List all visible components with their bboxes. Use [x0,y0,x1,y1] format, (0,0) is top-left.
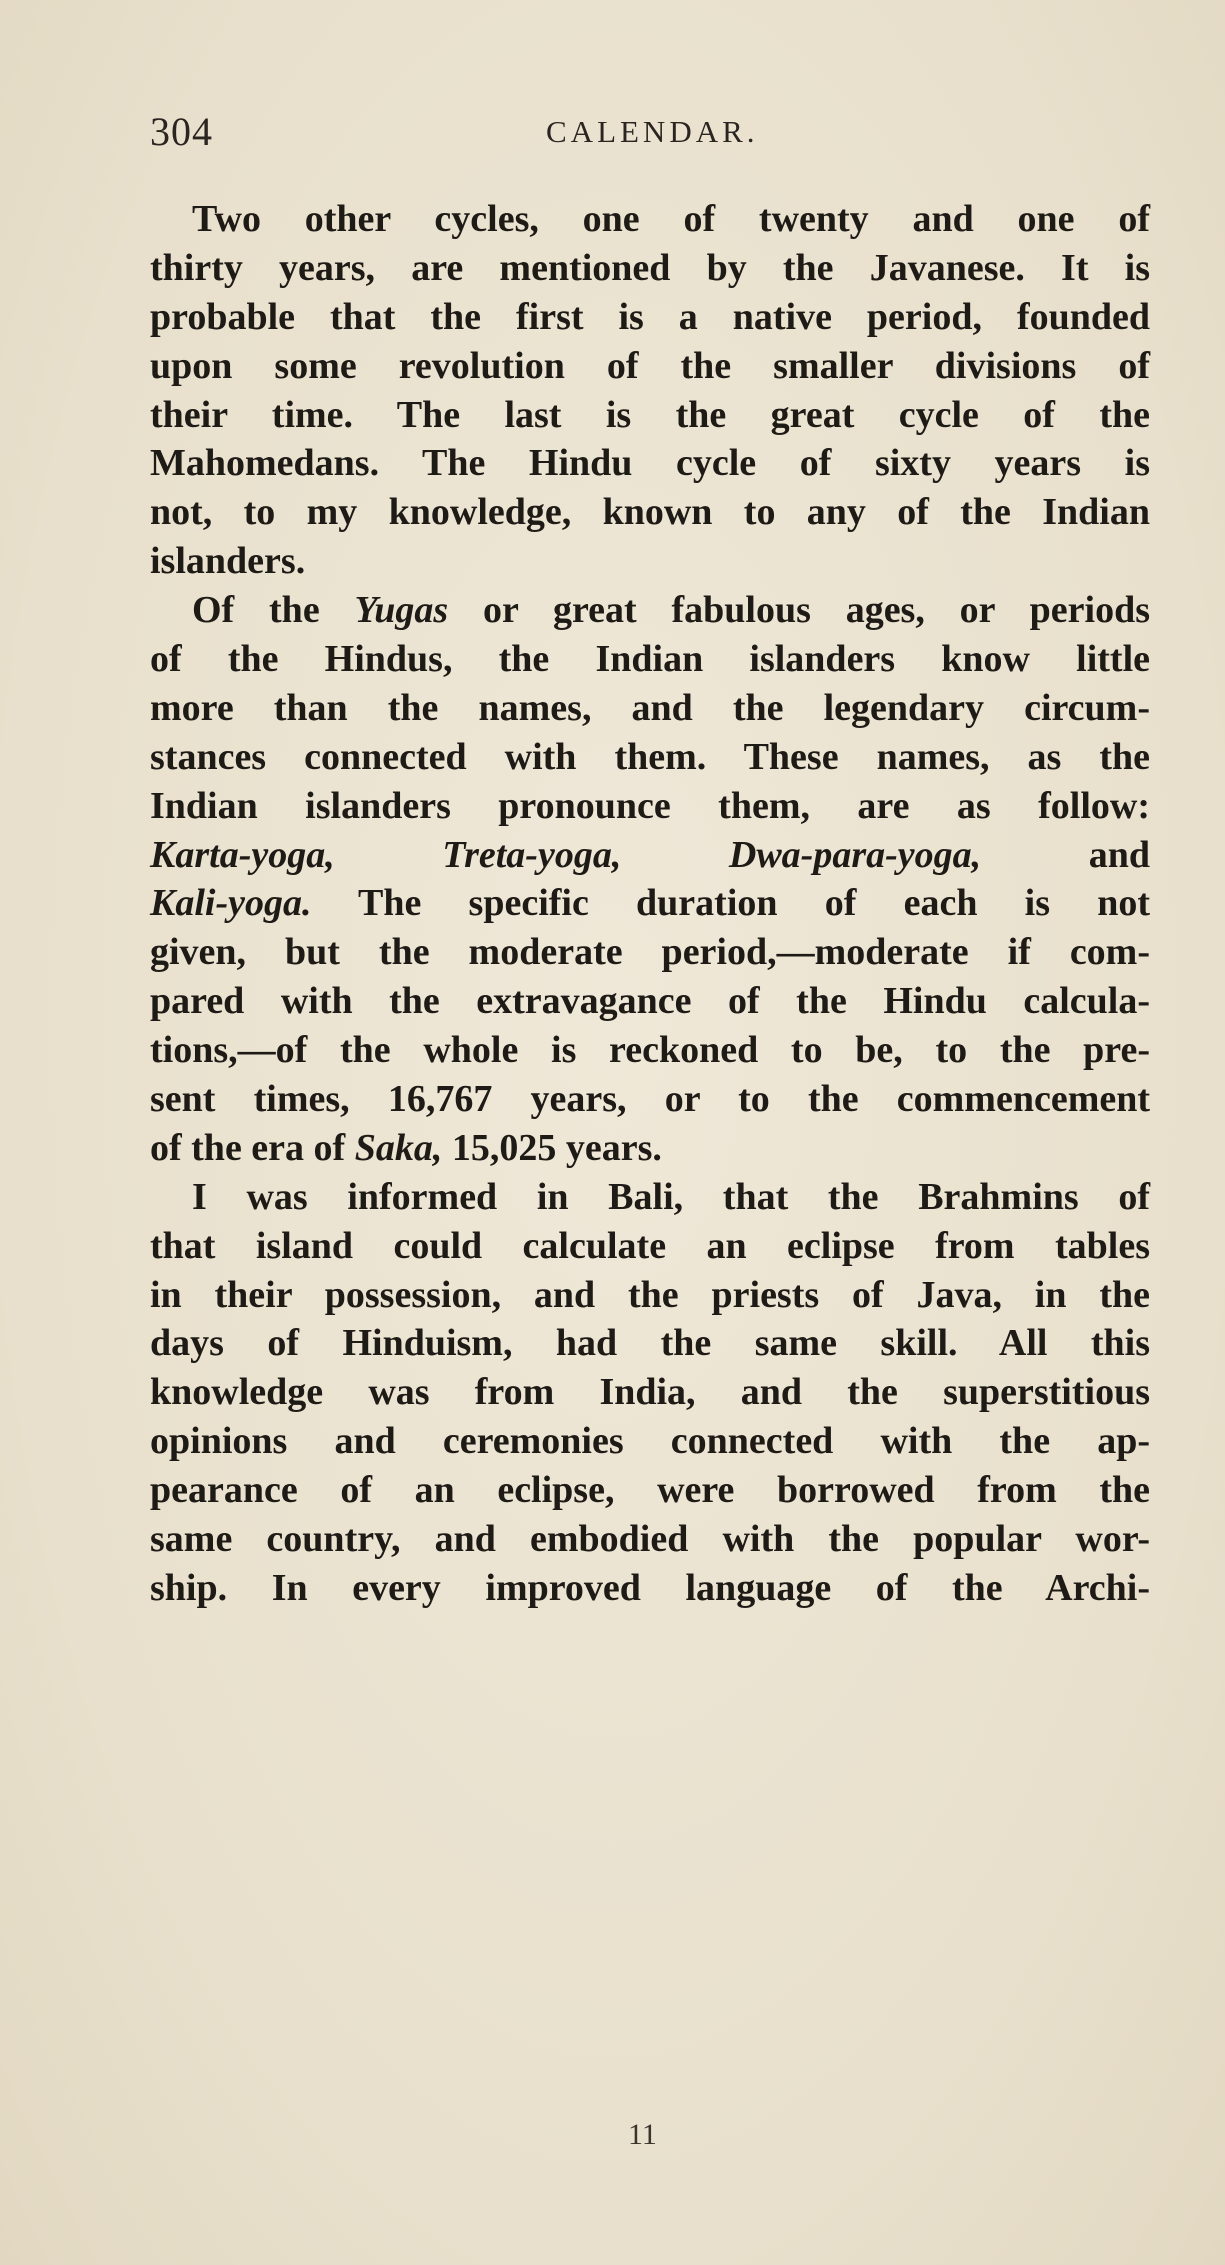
text-line: not, to my knowledge, known to any of the Indian [150,491,1150,534]
text-line: ship. In every improved language of the Archi- [150,1566,1150,1609]
text-line: pearance of an eclipse, were borrowed from the [150,1469,1150,1512]
text-line: their time. The last is the great cycle of the [150,393,1150,436]
text-line: knowledge was from India, and the superstitious [150,1371,1150,1414]
text-line: islanders. [150,540,306,583]
text-line: opinions and ceremonies connected with the ap- [150,1420,1150,1463]
text-line: of the Hindus, the Indian islanders know little [150,638,1150,681]
text-line: thirty years, are mentioned by the Javanese. It is [150,246,1150,289]
text-line: Kali-yoga. The specific duration of each is not [150,882,1150,925]
italic-term: Karta-yoga, [150,833,335,876]
italic-term: Treta-yoga, [442,833,622,876]
italic-term: Yugas [354,589,449,632]
text-line: days of Hinduism, had the same skill. All this [150,1322,1150,1365]
text-line: of the era of Saka, 15,025 years. [150,1126,662,1169]
text-line: Mahomedans. The Hindu cycle of sixty years is [150,442,1150,485]
text-line: probable that the first is a native period, founded [150,295,1150,338]
text-line: I was informed in Bali, that the Brahmins of [192,1175,1150,1218]
text-line: given, but the moderate period,—moderate if com- [150,931,1150,974]
text-line: sent times, 16,767 years, or to the commencement [150,1078,1150,1121]
body-text [150,195,1150,1613]
italic-term: Kali-yoga. [150,882,312,925]
running-head [150,108,1050,168]
text-line: Karta-yoga, Treta-yoga, Dwa-para-yoga, and [150,833,1150,876]
text-line: tions,—of the whole is reckoned to be, to the pre- [150,1029,1150,1072]
text-line: pared with the extravagance of the Hindu calcula- [150,980,1150,1023]
text-line: more than the names, and the legendary circum- [150,686,1150,729]
text-line: Of the Yugas or great fabulous ages, or periods [192,589,1150,632]
text-line: same country, and embodied with the popular wor- [150,1518,1150,1561]
italic-term: Dwa-para-yoga, [728,833,982,876]
text-line: Indian islanders pronounce them, are as follow: [150,784,1150,827]
italic-term: Saka, [354,1126,443,1169]
text-line: Two other cycles, one of twenty and one of [192,198,1150,240]
text-line: upon some revolution of the smaller divisions of [150,344,1150,387]
signature-mark: 11 [628,2118,657,2151]
text-line: that island could calculate an eclipse from tables [150,1224,1150,1267]
running-title: CALENDAR. [546,114,759,149]
text-line: in their possession, and the priests of Java, in the [150,1273,1150,1316]
page-number: 304 [150,109,213,154]
text-line: stances connected with them. These names, as the [150,735,1150,778]
